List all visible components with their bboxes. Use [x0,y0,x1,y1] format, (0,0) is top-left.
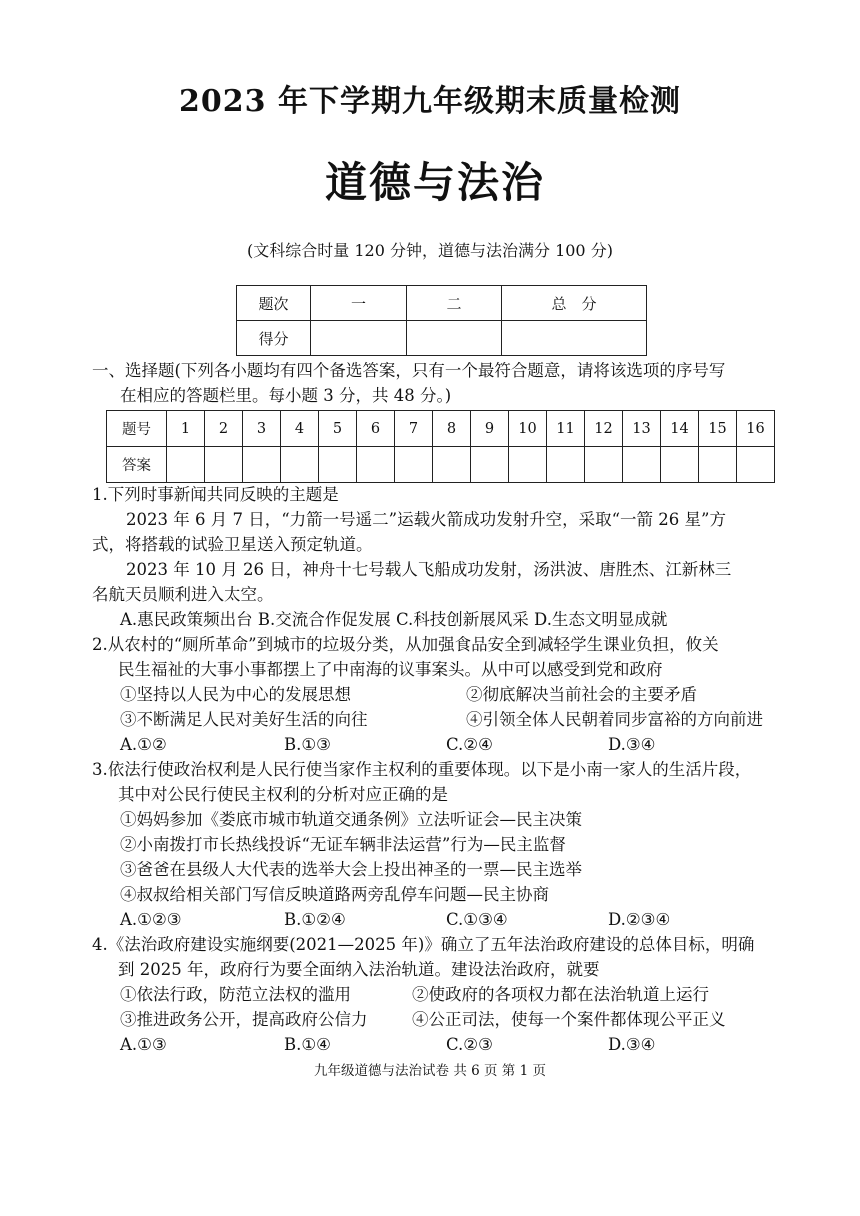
question-number-cell: 2 [205,411,243,447]
q3-item-1: ①妈妈参加《娄底市城市轨道交通条例》立法听证会—民主决策 [120,810,582,829]
answer-cell[interactable] [471,447,509,483]
question-number-cell: 10 [509,411,547,447]
question-number-cell: 14 [661,411,699,447]
q2-item-3: ③不断满足人民对美好生活的向往 [120,710,368,729]
exam-title: 2023 年下学期九年级期末质量检测 [179,84,681,119]
answer-row-label: 答案 [107,447,167,483]
q2-stem-line2: 民生福祉的大事小事都摆上了中南海的议事案头。从中可以感受到党和政府 [118,660,663,679]
q2-stem-line1: 2.从农村的“厕所革命”到城市的垃圾分类，从加强食品安全到减轻学生课业负担，攸关 [92,635,719,654]
q4-stem-line2: 到 2025 年，政府行为要全面纳入法治轨道。建设法治政府，就要 [118,960,600,979]
answer-cell[interactable] [585,447,623,483]
score-header-cell: 一 [311,286,407,321]
answer-cell[interactable] [661,447,699,483]
question-number-cell: 6 [357,411,395,447]
answer-cell[interactable] [395,447,433,483]
answer-table-number-row [107,411,775,447]
q4-item-2: ②使政府的各项权力都在法治轨道上运行 [412,985,709,1004]
score-table-header-row [237,286,647,321]
answer-cell[interactable] [357,447,395,483]
score-cell[interactable] [407,321,502,356]
answer-table-answer-row [107,447,775,483]
q2-option-d: D.③④ [608,735,656,754]
question-number-cell: 16 [737,411,775,447]
q3-option-c: C.①③④ [446,910,508,929]
answer-cell[interactable] [319,447,357,483]
question-number-cell: 7 [395,411,433,447]
question-number-cell: 11 [547,411,585,447]
q4-option-d: D.③④ [608,1035,656,1054]
question-number-cell: 12 [585,411,623,447]
question-number-cell: 5 [319,411,357,447]
answer-cell[interactable] [699,447,737,483]
q3-item-2: ②小南拨打市长热线投诉“无证车辆非法运营”行为—民主监督 [120,835,566,854]
question-number-cell: 13 [623,411,661,447]
score-table-score-row [237,321,647,356]
question-number-cell: 15 [699,411,737,447]
time-note: (文科综合时量 120 分钟，道德与法治满分 100 分) [247,241,613,260]
q1-stem: 1.下列时事新闻共同反映的主题是 [92,485,339,504]
q4-item-4: ④公正司法，使每一个案件都体现公平正义 [412,1010,726,1029]
q3-stem-line2: 其中对公民行使民主权利的分析对应正确的是 [118,785,448,804]
q4-stem-line1: 4.《法治政府建设实施纲要(2021—2025 年)》确立了五年法治政府建设的总体目标，明确 [92,935,755,954]
question-number-cell: 3 [243,411,281,447]
score-table [236,285,647,356]
answer-number-label: 题号 [107,411,167,447]
q4-option-b: B.①④ [284,1035,331,1054]
q4-option-c: C.②③ [446,1035,493,1054]
q4-option-a: A.①③ [120,1035,167,1054]
question-number-cell: 4 [281,411,319,447]
answer-cell[interactable] [433,447,471,483]
q1-news2-line2: 名航天员顺利进入太空。 [92,585,274,604]
question-number-cell: 8 [433,411,471,447]
score-cell[interactable] [502,321,647,356]
answer-cell[interactable] [243,447,281,483]
q2-option-c: C.②④ [446,735,493,754]
score-row-label: 得分 [237,321,311,356]
q3-item-4: ④叔叔给相关部门写信反映道路两旁乱停车问题—民主协商 [120,885,549,904]
q2-option-b: B.①③ [284,735,331,754]
q2-item-4: ④引领全体人民朝着同步富裕的方向前进 [466,710,763,729]
answer-table [106,410,775,483]
q3-option-a: A.①②③ [120,910,182,929]
q1-news2-line1: 2023 年 10 月 26 日，神舟十七号载人飞船成功发射，汤洪波、唐胜杰、江新林三 [126,560,732,579]
q4-item-3: ③推进政务公开，提高政府公信力 [120,1010,368,1029]
q3-option-d: D.②③④ [608,910,671,929]
q1-options: A.惠民政策频出台 B.交流合作促发展 C.科技创新展风采 D.生态文明显成就 [120,610,668,629]
score-header-cell: 总 分 [502,286,647,321]
q1-news1-line2: 式，将搭载的试验卫星送入预定轨道。 [92,535,373,554]
score-header-cell: 题次 [237,286,311,321]
q4-item-1: ①依法行政，防范立法权的滥用 [120,985,351,1004]
subject-title: 道德与法治 [324,158,545,207]
q3-item-3: ③爸爸在县级人大代表的选举大会上投出神圣的一票—民主选举 [120,860,582,879]
section1-instruction-line1: 一、选择题(下列各小题均有四个备选答案，只有一个最符合题意，请将该选项的序号写 [92,361,726,380]
q3-option-b: B.①②④ [284,910,346,929]
answer-cell[interactable] [281,447,319,483]
q3-stem-line1: 3.依法行使政治权利是人民行使当家作主权利的重要体现。以下是小南一家人的生活片段， [92,760,752,779]
q2-item-2: ②彻底解决当前社会的主要矛盾 [466,685,697,704]
page-footer: 九年级道德与法治试卷 共 6 页 第 1 页 [314,1063,546,1079]
answer-cell[interactable] [623,447,661,483]
section1-instruction-line2: 在相应的答题栏里。每小题 3 分，共 48 分。) [120,386,452,405]
question-number-cell: 1 [167,411,205,447]
answer-cell[interactable] [509,447,547,483]
q2-option-a: A.①② [120,735,167,754]
answer-cell[interactable] [547,447,585,483]
answer-cell[interactable] [205,447,243,483]
answer-cell[interactable] [737,447,775,483]
answer-cell[interactable] [167,447,205,483]
score-cell[interactable] [311,321,407,356]
question-number-cell: 9 [471,411,509,447]
q1-news1-line1: 2023 年 6 月 7 日，“力箭一号遥二”运载火箭成功发射升空，采取“一箭 26 星”方 [126,510,726,529]
q2-item-1: ①坚持以人民为中心的发展思想 [120,685,351,704]
score-header-cell: 二 [407,286,502,321]
